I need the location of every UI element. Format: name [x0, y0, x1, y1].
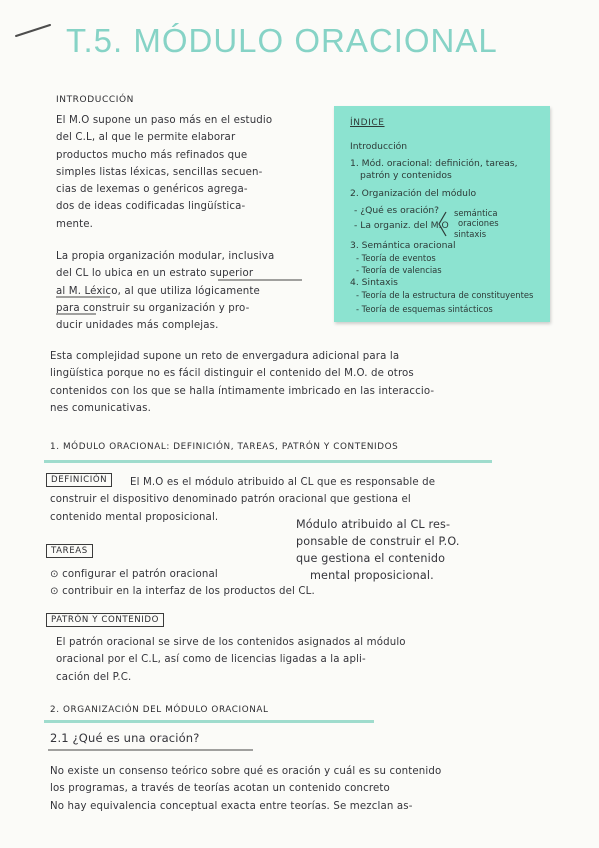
- circle-bullet-icon: ⊙: [50, 586, 63, 598]
- summary-line-3: que gestiona el contenido: [296, 552, 446, 565]
- intro-p2-line-2: del CL lo ubica en un estrato superior: [56, 268, 254, 280]
- index-item-intro: Introducción: [350, 141, 408, 152]
- index-sticky-note: [334, 106, 550, 322]
- index-heading: ÍNDICE: [350, 118, 385, 128]
- patron-text: [56, 634, 586, 686]
- summary-line-4: mental proposicional.: [310, 569, 434, 582]
- index-item-3: 3. Semántica oracional: [350, 240, 456, 251]
- intro-p1-line-5: cias de lexemas o genéricos agrega-: [56, 184, 248, 196]
- patron-label: PATRÓN Y CONTENIDO: [46, 613, 164, 627]
- intro-p2-line-5: ducir unidades más complejas.: [56, 320, 219, 332]
- tareas-item-2-text: contribuir en la interfaz de los productos del CL.: [62, 586, 315, 598]
- definicion-line-3: contenido mental proposicional.: [50, 511, 219, 523]
- tareas-label: TAREAS: [46, 544, 93, 558]
- intro-p3-line-3: contenidos con los que se halla íntimamente imbricado en las interaccio-: [50, 385, 435, 397]
- page-title: T.5. MÓDULO ORACIONAL: [66, 22, 498, 59]
- index-item-1: 1. Mód. oracional: definición, tareas,: [350, 158, 518, 169]
- definicion-label: DEFINICIÓN: [46, 473, 112, 487]
- brace-icon: [437, 210, 447, 238]
- index-item-1-cont: patrón y contenidos: [360, 170, 452, 181]
- intro-heading: INTRODUCCIÓN: [56, 95, 134, 105]
- index-item-4: 4. Sintaxis: [350, 277, 398, 288]
- patron-line-1: El patrón oracional se sirve de los contenidos asignados al módulo: [56, 637, 406, 648]
- brace-item-sintaxis: sintaxis: [454, 229, 487, 239]
- summary-line-1: Módulo atribuido al CL res-: [296, 518, 451, 531]
- intro-p3-line-2: lingüística porque no es fácil distinguir el contenido del M.O. de otros: [50, 368, 414, 380]
- tareas-item-1-text: configurar el patrón oracional: [62, 569, 218, 580]
- subheading-underline: [48, 748, 258, 752]
- section-2-line-2: los programas, a través de teorías acotan un contenido concreto: [50, 783, 390, 795]
- brace-item-semantica: semántica: [454, 208, 498, 218]
- index-item-3-b: - Teoría de valencias: [356, 265, 442, 275]
- intro-p1-line-7: mente.: [56, 218, 94, 230]
- index-item-4-b: - Teoría de esquemas sintácticos: [356, 304, 493, 314]
- section-2-text: [50, 763, 595, 815]
- intro-p3-line-4: nes comunicativas.: [50, 402, 151, 414]
- index-item-2-a: - ¿Qué es oración?: [354, 205, 440, 216]
- patron-line-2: oracional por el C.L, así como de licencias ligadas a la apli-: [56, 654, 366, 666]
- tareas-item-1: [50, 566, 390, 583]
- index-item-4-a: - Teoría de la estructura de constituyentes: [356, 290, 534, 300]
- tareas-list: [50, 566, 390, 601]
- intro-p3-line-1: Esta complejidad supone un reto de envergadura adicional para la: [50, 351, 400, 362]
- intro-p1-line-4: simples listas léxicas, sencillas secuen-: [56, 166, 263, 178]
- patron-line-3: cación del P.C.: [56, 671, 132, 683]
- tareas-item-2: [50, 583, 390, 600]
- circle-bullet-icon: ⊙: [50, 569, 63, 580]
- brace-item-oraciones: oraciones: [458, 218, 499, 228]
- section-2-heading: 2. ORGANIZACIÓN DEL MÓDULO ORACIONAL: [50, 705, 269, 715]
- index-item-3-a: - Teoría de eventos: [356, 253, 436, 263]
- intro-p2-line-3: al M. Léxico, al que utiliza lógicamente: [56, 285, 260, 297]
- definicion-line-1: El M.O es el módulo atribuido al CL que es responsable de: [130, 477, 436, 488]
- intro-p1-line-1: El M.O supone un paso más en el estudio: [56, 115, 273, 126]
- section-2-line-1: No existe un consenso teórico sobre qué es oración y cuál es su contenido: [50, 766, 442, 777]
- section-2-line-3: No hay equivalencia conceptual exacta entre teorías. Se mezclan as-: [50, 800, 413, 812]
- index-item-2-b: - La organiz. del M.O: [354, 220, 449, 231]
- intro-paragraph-3: [50, 348, 590, 417]
- section-2-subheading: 2.1 ¿Qué es una oración?: [50, 731, 200, 745]
- summary-line-2: ponsable de construir el P.O.: [296, 535, 460, 548]
- definicion-line-2: construir el dispositivo denominado patrón oracional que gestiona el: [50, 494, 411, 506]
- intro-p1-line-3: productos mucho más refinados que: [56, 149, 248, 161]
- intro-p2-line-1: La propia organización modular, inclusiva: [56, 251, 275, 262]
- section-1-heading: 1. MÓDULO ORACIONAL: DEFINICIÓN, TAREAS, PATRÓN Y CONTENIDOS: [50, 442, 399, 452]
- intro-p1-line-2: del C.L, al que le permite elaborar: [56, 132, 236, 144]
- index-item-2: 2. Organización del módulo: [350, 188, 477, 199]
- intro-p1-line-6: dos de ideas codificadas lingüística-: [56, 201, 246, 213]
- intro-p2-line-4: para construir su organización y pro-: [56, 302, 250, 314]
